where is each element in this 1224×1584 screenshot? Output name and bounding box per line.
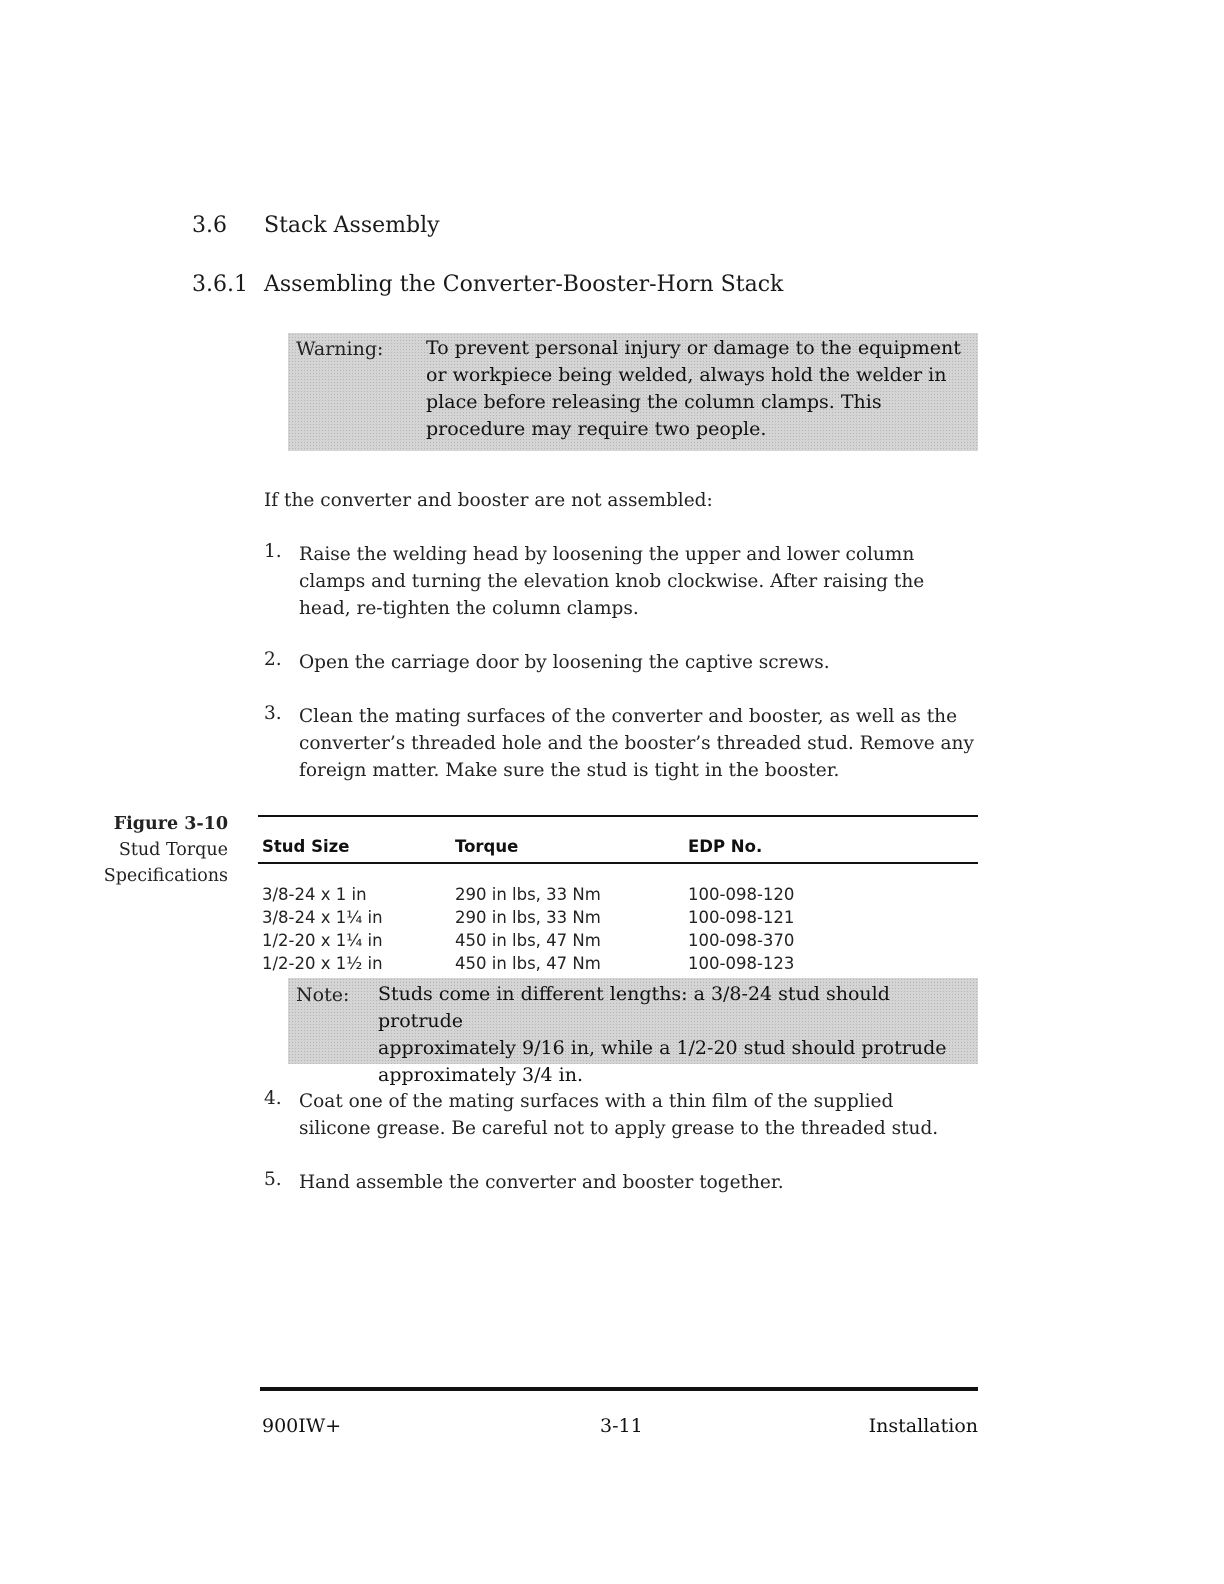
step-line: head, re-tighten the column clamps. bbox=[299, 598, 639, 619]
step-line: foreign matter. Make sure the stud is tight in the booster. bbox=[299, 760, 840, 781]
step-number: 3. bbox=[264, 703, 282, 724]
table-cell: 1/2-20 x 1½ in bbox=[262, 954, 383, 973]
subsection-number: 3.6.1 bbox=[192, 272, 248, 297]
subsection-title: Assembling the Converter-Booster-Horn Stack bbox=[264, 272, 784, 297]
section-number: 3.6 bbox=[192, 213, 227, 238]
table-cell: 3/8-24 x 1¼ in bbox=[262, 908, 383, 927]
warning-line: or workpiece being welded, always hold the welder in bbox=[426, 364, 947, 386]
step-line: clamps and turning the elevation knob clockwise. After raising the bbox=[299, 571, 925, 592]
note-callout bbox=[288, 978, 978, 1086]
note-line: approximately 3/4 in. bbox=[378, 1064, 584, 1086]
step-line: Raise the welding head by loosening the upper and lower column bbox=[299, 544, 915, 565]
step-line: converter’s threaded hole and the booster’s threaded stud. Remove any bbox=[299, 733, 974, 754]
footer-chapter: Installation bbox=[868, 1415, 978, 1437]
table-cell: 290 in lbs, 33 Nm bbox=[455, 885, 601, 904]
table-header-stud-size: Stud Size bbox=[262, 837, 350, 856]
section-title: Stack Assembly bbox=[264, 213, 440, 238]
table-header-rule bbox=[258, 862, 978, 864]
step-number: 1. bbox=[264, 541, 282, 562]
footer-rule bbox=[260, 1387, 978, 1391]
table-column-edp bbox=[688, 883, 794, 975]
footer-product: 900IW+ bbox=[262, 1415, 342, 1437]
step-line: Clean the mating surfaces of the converter and booster, as well as the bbox=[299, 706, 958, 727]
figure-caption-line: Stud Torque bbox=[118, 840, 228, 860]
figure-caption-line: Specifications bbox=[103, 866, 228, 886]
note-line: approximately 9/16 in, while a 1/2-20 stud should protrude bbox=[378, 1037, 947, 1059]
warning-line: To prevent personal injury or damage to the equipment bbox=[426, 337, 961, 359]
table-cell: 290 in lbs, 33 Nm bbox=[455, 908, 601, 927]
table-header-torque: Torque bbox=[455, 837, 519, 856]
table-cell: 450 in lbs, 47 Nm bbox=[455, 931, 601, 950]
step-number: 2. bbox=[264, 649, 282, 670]
warning-line: procedure may require two people. bbox=[426, 418, 767, 440]
table-cell: 1/2-20 x 1¼ in bbox=[262, 931, 383, 950]
table-cell: 3/8-24 x 1 in bbox=[262, 885, 367, 904]
warning-callout bbox=[288, 333, 978, 451]
table-cell: 100-098-120 bbox=[688, 885, 795, 904]
table-top-rule bbox=[258, 815, 978, 817]
step-line: Open the carriage door by loosening the captive screws. bbox=[299, 652, 830, 673]
intro-text: If the converter and booster are not assembled: bbox=[264, 490, 713, 511]
step-text bbox=[299, 1088, 989, 1142]
warning-label: Warning: bbox=[296, 338, 384, 360]
table-header-edp: EDP No. bbox=[688, 837, 763, 856]
step-text bbox=[299, 649, 989, 676]
step-line: Hand assemble the converter and booster together. bbox=[299, 1172, 784, 1193]
table-cell: 450 in lbs, 47 Nm bbox=[455, 954, 601, 973]
table-cell: 100-098-123 bbox=[688, 954, 795, 973]
step-text bbox=[299, 1169, 989, 1196]
figure-number: Figure 3-10 bbox=[113, 814, 228, 834]
step-number: 5. bbox=[264, 1169, 282, 1190]
warning-line: place before releasing the column clamps. This bbox=[426, 391, 882, 413]
table-cell: 100-098-370 bbox=[688, 931, 795, 950]
step-number: 4. bbox=[264, 1088, 282, 1109]
table-column-torque bbox=[455, 883, 601, 975]
step-line: silicone grease. Be careful not to apply grease to the threaded stud. bbox=[299, 1118, 939, 1139]
note-text bbox=[378, 981, 976, 1089]
figure-caption bbox=[68, 811, 228, 889]
note-line: Studs come in different lengths: a 3/8-24 stud should protrude bbox=[378, 983, 890, 1032]
table-cell: 100-098-121 bbox=[688, 908, 795, 927]
warning-text bbox=[426, 335, 976, 443]
step-text bbox=[299, 541, 989, 622]
note-label: Note: bbox=[296, 984, 350, 1006]
table-column-stud-size bbox=[262, 883, 383, 975]
step-line: Coat one of the mating surfaces with a thin film of the supplied bbox=[299, 1091, 894, 1112]
footer-page-number: 3-11 bbox=[600, 1415, 643, 1437]
step-text bbox=[299, 703, 999, 784]
